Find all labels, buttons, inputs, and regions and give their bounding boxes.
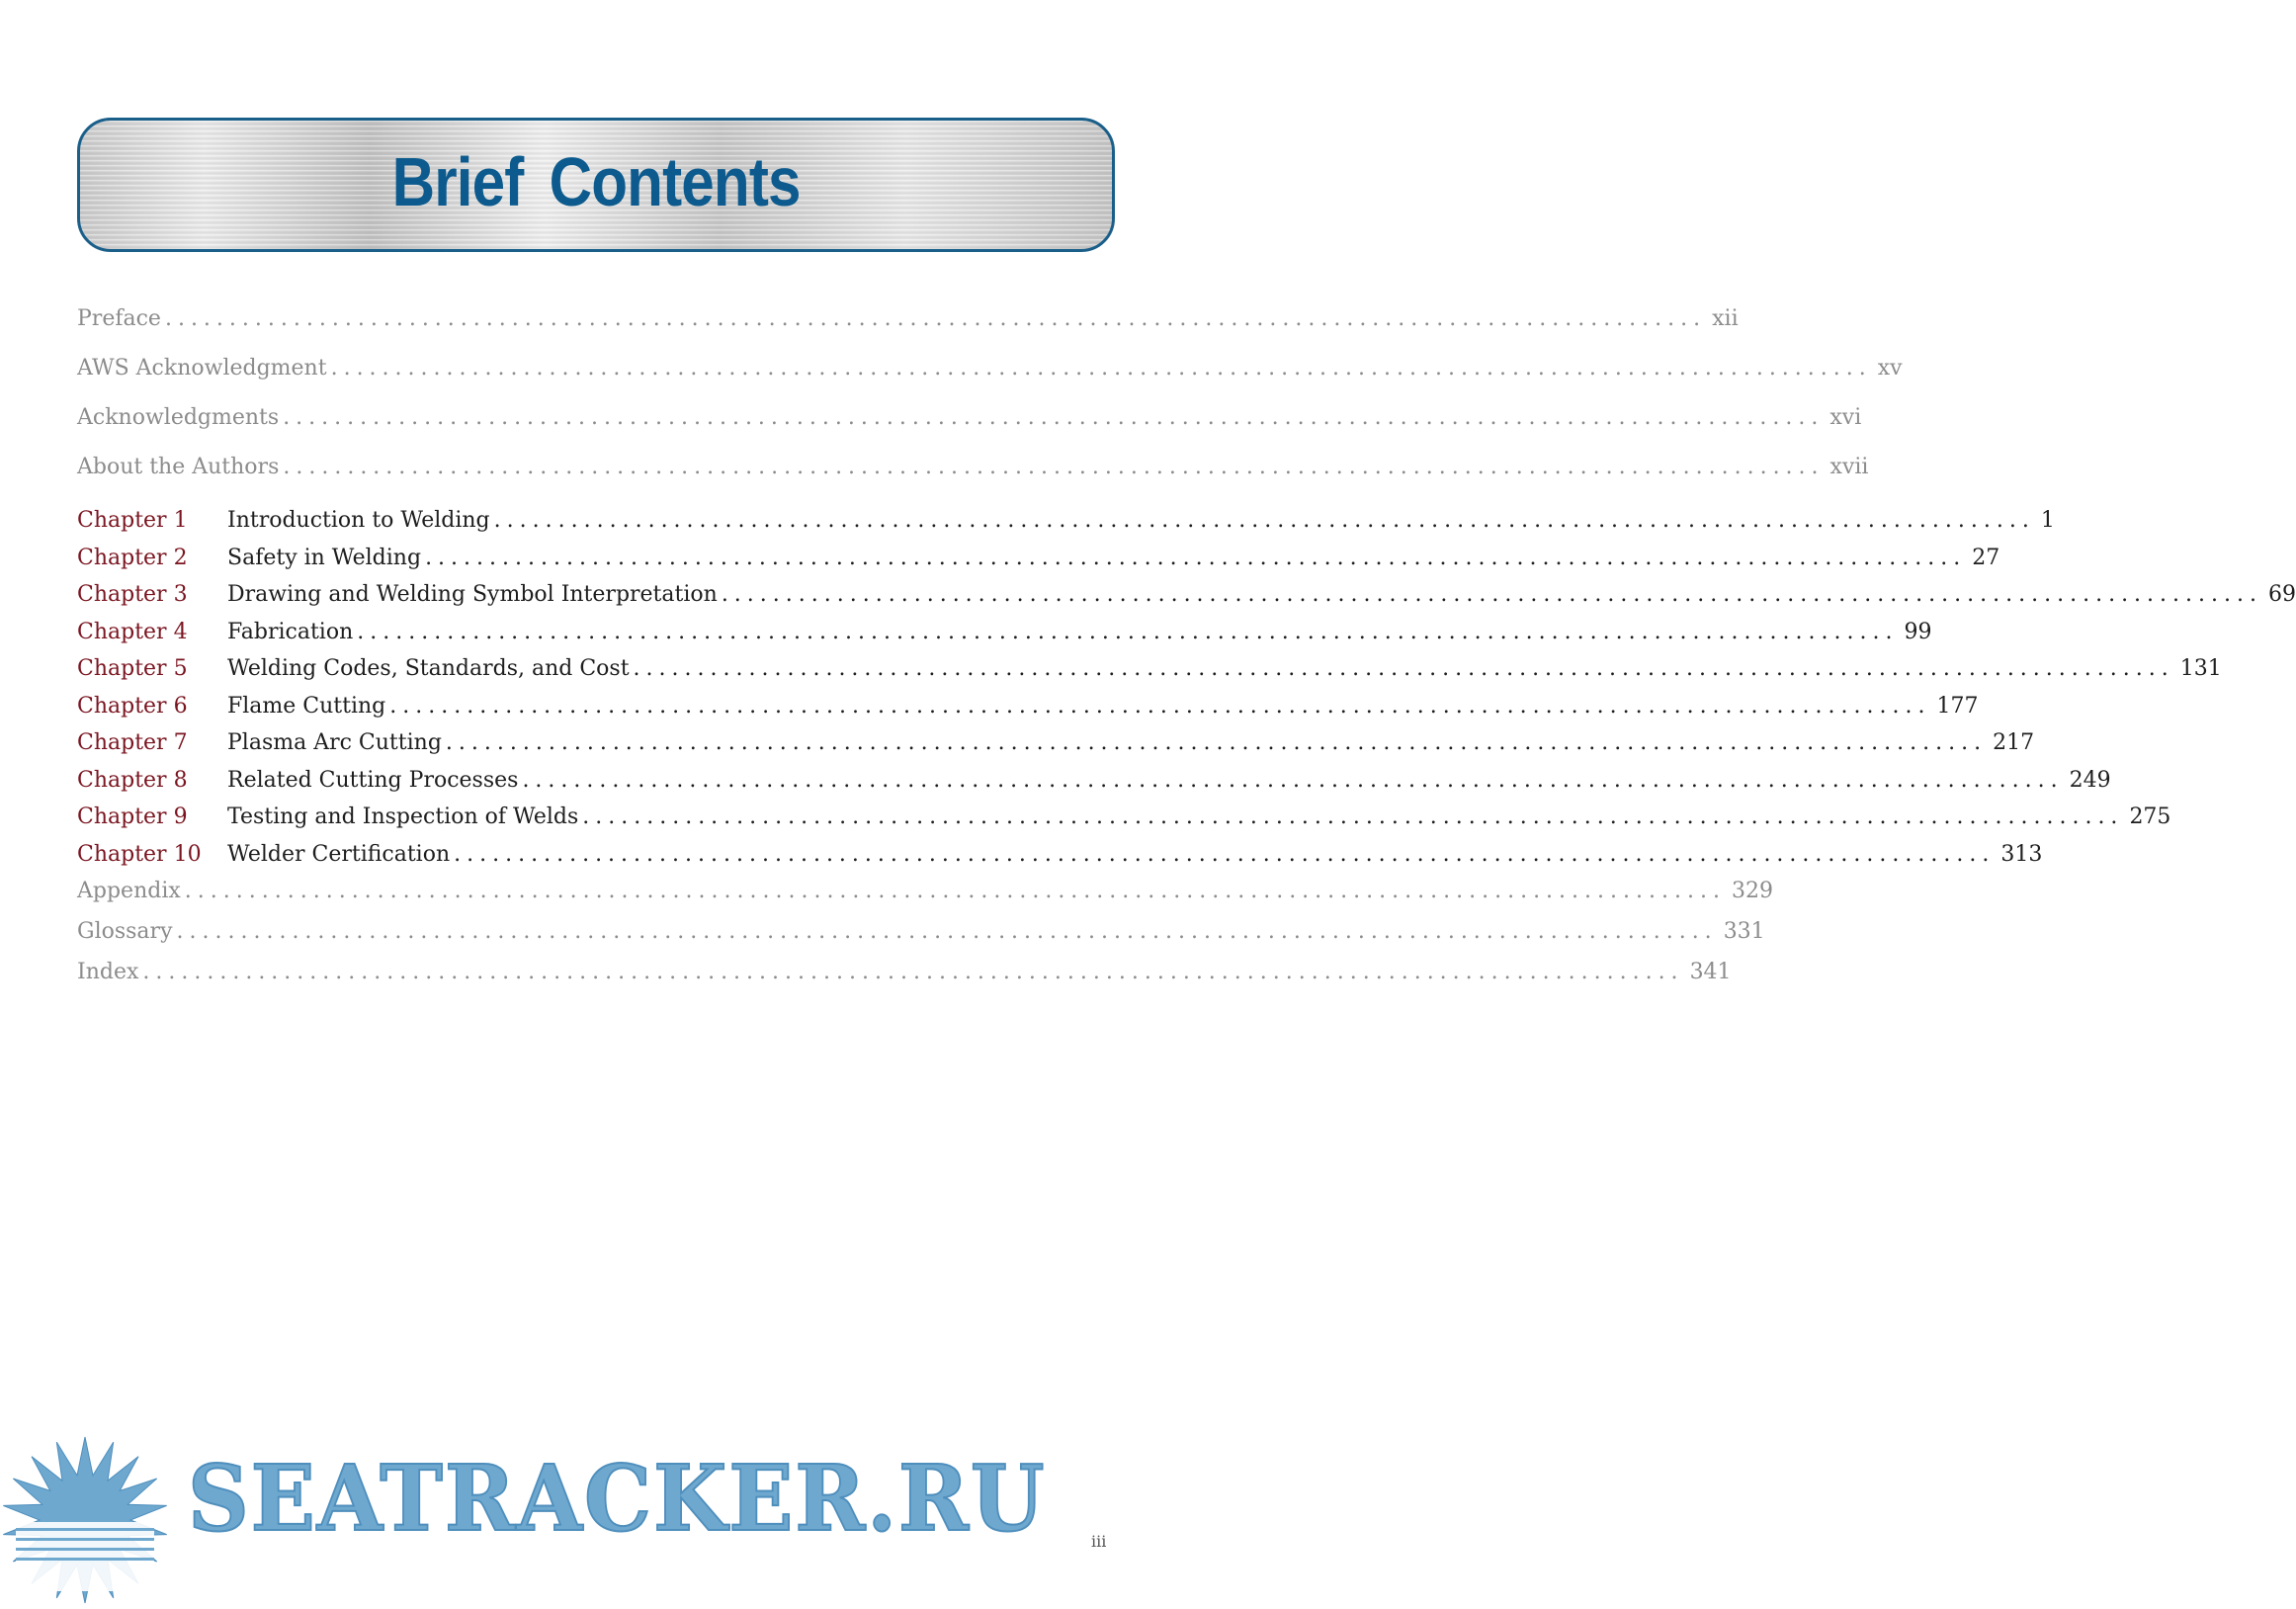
chapter-label: Chapter 6 bbox=[77, 693, 188, 719]
page-ref: 313 bbox=[2000, 841, 2043, 867]
chapter-label: Chapter 7 bbox=[77, 730, 188, 755]
chapter-entry[interactable] bbox=[77, 545, 2000, 583]
page-ref: 329 bbox=[1731, 879, 1773, 903]
entry-title: Related Cutting Processes bbox=[227, 767, 519, 793]
dot-leader: ........................................................................................................................ bbox=[425, 545, 1967, 570]
entry-title: Drawing and Welding Symbol Interpretation bbox=[227, 582, 718, 607]
dot-leader: ........................................................................................................................ bbox=[454, 841, 1996, 867]
chapter-label: Chapter 9 bbox=[77, 804, 188, 829]
back-matter-entry[interactable] bbox=[77, 960, 1732, 1000]
dot-leader: ........................................................................................................................ bbox=[493, 508, 2035, 533]
chapter-entry[interactable] bbox=[77, 582, 2296, 620]
chapter-entry[interactable] bbox=[77, 693, 1979, 731]
front-matter-entry[interactable] bbox=[77, 356, 1903, 405]
back-matter-entry[interactable] bbox=[77, 879, 1773, 919]
page-number: iii bbox=[1091, 1532, 1107, 1551]
page-ref: 275 bbox=[2129, 804, 2171, 829]
dot-leader: ........................................................................................................................ bbox=[164, 306, 1707, 331]
dot-leader: ........................................................................................................................ bbox=[357, 619, 1899, 644]
page-ref: 1 bbox=[2040, 508, 2055, 533]
dot-leader: ........................................................................................................................ bbox=[176, 919, 1718, 944]
entry-title: Welding Codes, Standards, and Cost bbox=[227, 656, 630, 681]
chapter-entry[interactable] bbox=[77, 730, 2035, 768]
page-ref: 341 bbox=[1689, 960, 1732, 984]
page-ref: 331 bbox=[1723, 919, 1765, 944]
page-ref: 217 bbox=[1993, 730, 2035, 755]
chapter-label: Chapter 10 bbox=[77, 841, 202, 867]
dot-leader: ........................................................................................................................ bbox=[721, 582, 2262, 607]
front-matter-list bbox=[77, 306, 1903, 504]
entry-title: Testing and Inspection of Welds bbox=[227, 804, 579, 829]
entry-title: Introduction to Welding bbox=[227, 508, 490, 533]
chapter-entry[interactable] bbox=[77, 804, 2171, 842]
entry-title: Safety in Welding bbox=[227, 545, 422, 570]
page-ref: xv bbox=[1877, 356, 1903, 381]
entry-title: Preface bbox=[77, 306, 161, 331]
dot-leader: ........................................................................................................................ bbox=[283, 405, 1825, 430]
chapter-label: Chapter 3 bbox=[77, 582, 188, 607]
chapter-label: Chapter 8 bbox=[77, 767, 188, 793]
chapter-label: Chapter 1 bbox=[77, 508, 188, 533]
entry-title: Glossary bbox=[77, 919, 173, 944]
sun-icon bbox=[3, 1437, 166, 1603]
chapter-entry[interactable] bbox=[77, 619, 1932, 657]
entry-title: AWS Acknowledgment bbox=[77, 356, 327, 381]
page-ref: 131 bbox=[2179, 656, 2222, 681]
entry-title: Acknowledgments bbox=[77, 405, 280, 430]
entry-title: Index bbox=[77, 960, 139, 984]
chapter-list bbox=[77, 508, 2296, 879]
entry-title: Fabrication bbox=[227, 619, 354, 644]
dot-leader: ........................................................................................................................ bbox=[184, 879, 1726, 903]
chapter-entry[interactable] bbox=[77, 767, 2111, 805]
page-ref: 27 bbox=[1972, 545, 2000, 570]
page-ref: 99 bbox=[1904, 619, 1932, 644]
chapter-entry[interactable] bbox=[77, 508, 2055, 546]
front-matter-entry[interactable] bbox=[77, 405, 1862, 455]
dot-leader: ........................................................................................................................ bbox=[522, 767, 2064, 793]
dot-leader: ........................................................................................................................ bbox=[283, 455, 1825, 479]
back-matter-entry[interactable] bbox=[77, 919, 1765, 960]
entry-title: Appendix bbox=[77, 879, 181, 903]
entry-title: Welder Certification bbox=[227, 841, 451, 867]
page-ref: 249 bbox=[2069, 767, 2111, 793]
dot-leader: ........................................................................................................................ bbox=[142, 960, 1684, 984]
dot-leader: ........................................................................................................................ bbox=[389, 693, 1931, 719]
chapter-entry[interactable] bbox=[77, 656, 2222, 694]
table-of-contents bbox=[77, 306, 2296, 1000]
page-ref: 69 bbox=[2268, 582, 2296, 607]
entry-title: Flame Cutting bbox=[227, 693, 386, 719]
chapter-label: Chapter 2 bbox=[77, 545, 188, 570]
back-matter-list bbox=[77, 879, 1773, 1000]
page-ref: xii bbox=[1712, 306, 1739, 331]
title-banner bbox=[77, 118, 1115, 252]
page-ref: 177 bbox=[1936, 693, 1979, 719]
chapter-entry[interactable] bbox=[77, 841, 2043, 880]
chapter-label: Chapter 4 bbox=[77, 619, 188, 644]
dot-leader: ........................................................................................................................ bbox=[582, 804, 2124, 829]
front-matter-entry[interactable] bbox=[77, 306, 1739, 356]
page-ref: xvii bbox=[1829, 455, 1869, 479]
watermark-text: SEATRACKER.RU bbox=[188, 1445, 1047, 1552]
entry-title: About the Authors bbox=[77, 455, 280, 479]
dot-leader: ........................................................................................................................ bbox=[633, 656, 2174, 681]
front-matter-entry[interactable] bbox=[77, 455, 1869, 504]
chapter-label: Chapter 5 bbox=[77, 656, 188, 681]
entry-title: Plasma Arc Cutting bbox=[227, 730, 442, 755]
dot-leader: ........................................................................................................................ bbox=[445, 730, 1988, 755]
page-title: Brief Contents bbox=[391, 143, 801, 220]
page-ref: xvi bbox=[1829, 405, 1862, 430]
dot-leader: ........................................................................................................................ bbox=[330, 356, 1872, 381]
